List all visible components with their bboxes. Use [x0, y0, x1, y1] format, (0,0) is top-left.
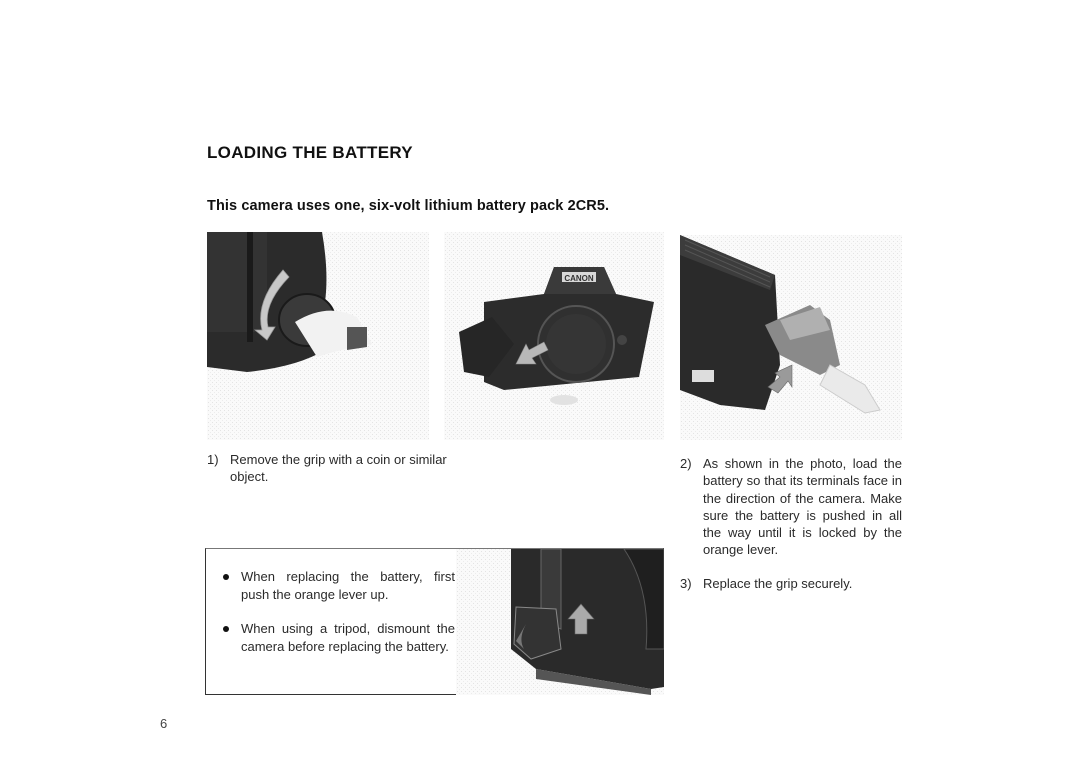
note-bullet: [241, 568, 455, 603]
step-number: 1): [207, 452, 219, 467]
note-box: [205, 548, 664, 695]
step-text: Remove the grip with a coin or similar object.: [230, 452, 447, 485]
note-text: When replacing the battery, first push the orange lever up.: [241, 569, 455, 602]
step-number: 2): [680, 456, 692, 471]
page-heading: LOADING THE BATTERY: [207, 143, 413, 162]
step-2: [680, 455, 902, 559]
step-1: [207, 451, 447, 486]
step-text: Replace the grip securely.: [703, 576, 853, 591]
page-number: 6: [160, 716, 168, 731]
brand-label: CANON: [564, 274, 594, 283]
photo-camera-front: [444, 232, 664, 440]
bullet-icon: [223, 574, 229, 580]
step-number: 3): [680, 576, 692, 591]
step-3: [680, 575, 902, 592]
page-subheading: This camera uses one, six-volt lithium battery pack 2CR5.: [207, 198, 610, 214]
photo-orange-lever: [456, 549, 664, 695]
note-bullet: [241, 620, 455, 655]
step-text: As shown in the photo, load the battery so that its terminals face in the direction of the camera. Make sure the battery is pushed in all the way until it is locked by the orange lever.: [703, 456, 902, 558]
photo-insert-battery: [680, 235, 902, 440]
note-text: When using a tripod, dismount the camera before replacing the battery.: [241, 621, 455, 654]
photo-remove-grip: [207, 232, 429, 440]
bullet-icon: [223, 626, 229, 632]
